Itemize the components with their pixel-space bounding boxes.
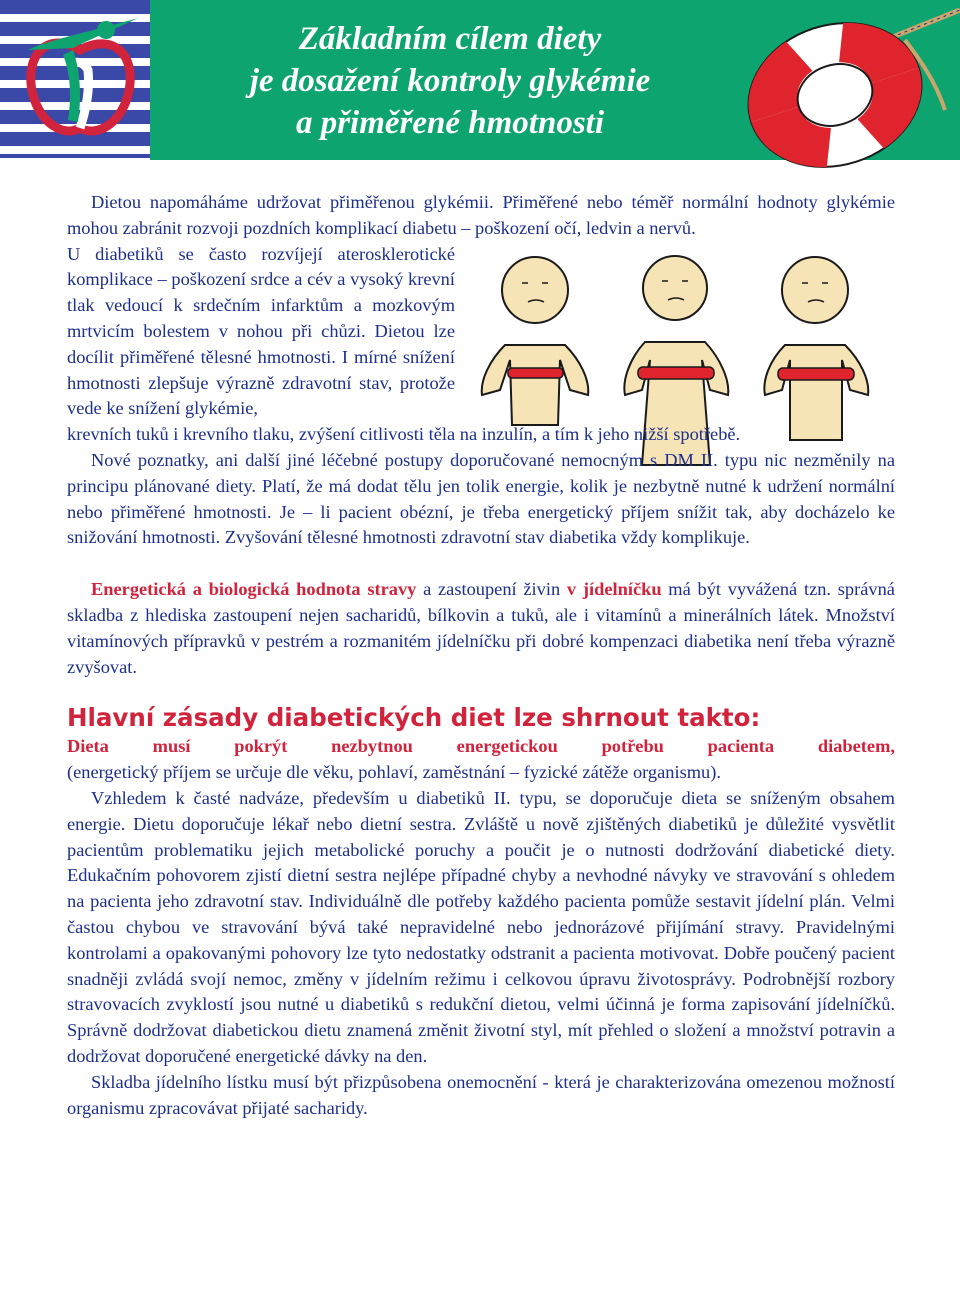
- article-body: [67, 190, 895, 1121]
- nutrition-text-rest: má být vyvážená tzn. správná skladba z hlediska zastoupení nejen sacharidů, bílkovin a tuků, ale i vitamínů a minerálních látek. Množství vitamínových přípravků v pestrém a rozmanitém jídelníčku při dobré kompenzaci diabetika není třeba výrazně zvyšovat.: [67, 579, 895, 677]
- highlight-menu: v jídelníčku: [566, 579, 662, 600]
- life-buoy-icon: [735, 0, 960, 178]
- section-subheading: Dieta musí pokrýt nezbytnou energetickou potřebu pacienta diabetem,: [67, 736, 895, 757]
- nutrition-paragraph: [67, 577, 895, 680]
- principle-paragraph: Nové poznatky, ani další jiné léčebné postupy doporučované nemocným s DM II. typu nic nezměnily na principu plánované diety. Platí, že má dodat tělu jen tolik energie, kolik je nezbytně nutné k udržení normální nebo přiměřené hmotnosti. Je – li pacient obézní, je třeba energetický příjem snížit tak, aby docházelo ke snižování hmotnosti. Zvyšování tělesné hmotnosti zdravotní stav diabetika vždy komplikuje.: [67, 449, 895, 548]
- title-line-3: a přiměřené hmotnosti: [295, 105, 605, 141]
- logo-icon: [18, 10, 143, 140]
- intro-narrow-paragraph: U diabetiků se často rozvíjejí aterosklerotické komplikace – poškození srdce a cév a vysoký krevní tlak vedoucí k srdečním infarktům a mozkovým mrtvicím bolestem v nohou při chůzi. Dietou lze docílit přiměřené tělesné hmotnosti. I mírné snížení hmotnosti zlepšuje výrazně zdravotní stav, protože vede ke snížení glykémie,: [67, 243, 455, 419]
- section-heading: Hlavní zásady diabetických diet lze shrnout takto:: [67, 703, 761, 733]
- intro-paragraph: Dietou napomáháme udržovat přiměřenou glykémii. Přiměřené nebo téměř normální hodnoty glykémie mohou zabránit rozvoji pozdních komplikací diabetu – poškození očí, ledvin a nervů.: [67, 192, 895, 238]
- intro-rest-paragraph: krevních tuků i krevního tlaku, zvýšení citlivosti těla na inzulín, a tím k jeho nižší spotřebě.: [67, 424, 741, 445]
- header-banner: [0, 0, 960, 175]
- spacer: [67, 680, 895, 702]
- spacer: [67, 551, 895, 577]
- section-paragraph-1: Vzhledem k časté nadváze, především u diabetiků II. typu, se doporučuje dieta se sníženým obsahem energie. Dietu doporučuje lékař nebo dietní sestra. Zvláště u nově zjištěných diabetiků je důležité vysvětlit pacientům problematiku jejich metabolické poruchy a poučit je o nutnosti dodržování diabetické diety. Edukačním pohovorem zjistí dietní sestra nejlépe případné chyby a nevhodné návyky ve stravování s ohledem na pacienta jeho zdravotní stav. Individuálně dle potřeby každého pacienta pomůže sestavit jídelní plán. Velmi častou chybou ve stravování bývá také nepravidelné nebo jednorázové přijímání stravy. Pravidelnými kontrolami a opakovanými pohovory lze tyto nedostatky odstranit a pacienta motivovat. Dobře poučený pacient snadněji zvládá svojí nemoc, změny v jídelním režimu i celkovou úpravu životosprávy. Podrobnější rozbory stravovacích zvyklostí jsou nutné u diabetiků s redukční dietou, velmi účinná je forma zapisování jídelníčků. Správně dodržovat diabetickou dietu znamená změnit životní styl, mít přehled o složení a množství potravin a dodržovat doporučené energetické dávky na den.: [67, 787, 895, 1066]
- title-line-2: je dosažení kontroly glykémie: [249, 63, 651, 99]
- title-line-1: Základním cílem diety: [298, 21, 602, 57]
- section-note: (energetický příjem se určuje dle věku, pohlaví, zaměstnání – fyzické zátěže organismu).: [67, 762, 721, 783]
- section-paragraph-2: Skladba jídelního lístku musí být přizpůsobena onemocnění - která je charakterizována omezenou možností organismu zpracovávat přijaté sacharidy.: [67, 1071, 895, 1118]
- page-title: [150, 18, 750, 144]
- nutrition-text-mid: a zastoupení živin: [416, 579, 567, 600]
- highlight-energy-value: Energetická a biologická hodnota stravy: [91, 579, 417, 600]
